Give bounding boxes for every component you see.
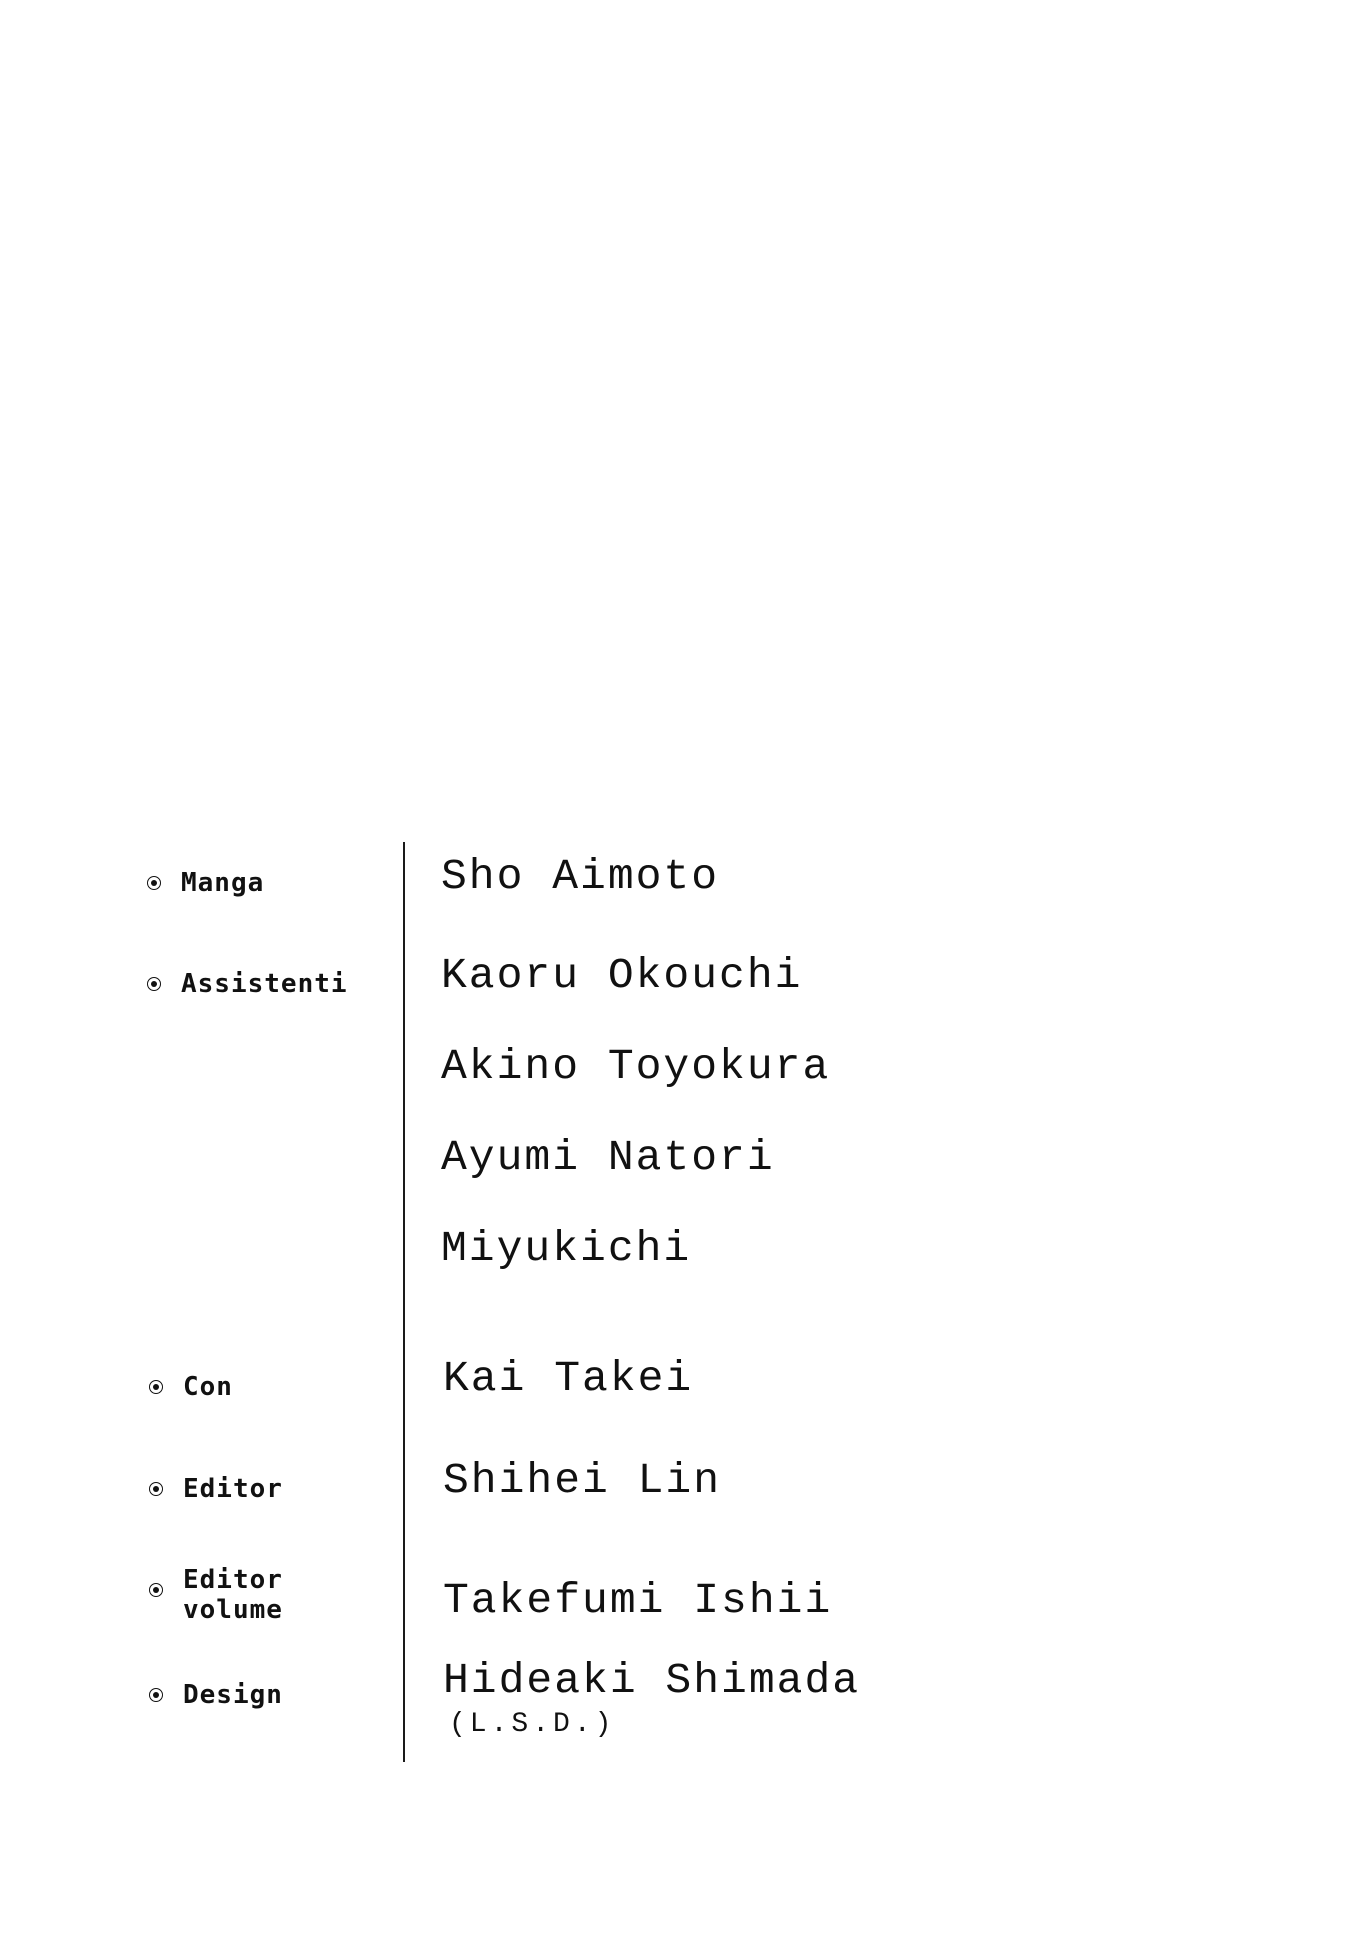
- role-label: Con: [183, 1372, 233, 1402]
- role-label: Editor: [183, 1474, 283, 1504]
- vertical-divider: [403, 842, 405, 1762]
- credit-note: (L.S.D.): [449, 1709, 616, 1740]
- credit-name: Miyukichi: [441, 1224, 692, 1273]
- bullet-icon: [149, 1482, 163, 1496]
- role-con: [149, 1372, 233, 1402]
- role-label: [183, 1565, 283, 1625]
- bullet-icon: [149, 1380, 163, 1394]
- role-label-line: Editor: [183, 1565, 283, 1595]
- role-design: [149, 1680, 283, 1710]
- role-manga: [147, 868, 264, 898]
- role-editor: [149, 1474, 283, 1504]
- bullet-icon: [149, 1583, 163, 1597]
- credit-name: Hideaki Shimada: [443, 1656, 861, 1705]
- bullet-icon: [149, 1688, 163, 1702]
- role-label: Assistenti: [181, 969, 348, 999]
- credit-name: Ayumi Natori: [441, 1133, 775, 1182]
- bullet-icon: [147, 977, 161, 991]
- credit-name: Shihei Lin: [443, 1456, 722, 1505]
- role-label: Design: [183, 1680, 283, 1710]
- credit-name: Akino Toyokura: [441, 1042, 831, 1091]
- role-label: Manga: [181, 868, 265, 898]
- role-label-line: volume: [183, 1595, 283, 1625]
- credit-name: Kaoru Okouchi: [441, 951, 803, 1000]
- bullet-icon: [147, 876, 161, 890]
- credit-name: Sho Aimoto: [441, 852, 720, 901]
- credit-name: Kai Takei: [443, 1354, 694, 1403]
- credit-name: Takefumi Ishii: [443, 1576, 833, 1625]
- role-assistants: [147, 969, 348, 999]
- role-volume-editor: [149, 1565, 283, 1625]
